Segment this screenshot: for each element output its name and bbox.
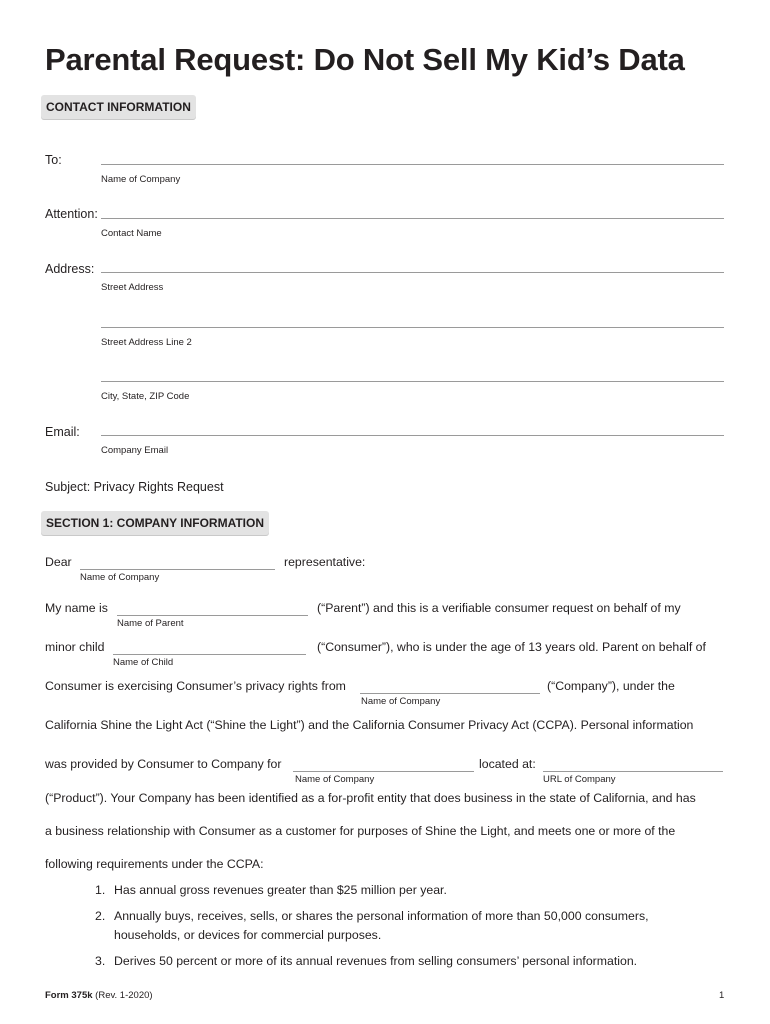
page-title: Parental Request: Do Not Sell My Kid’s Data	[45, 42, 685, 77]
requirement-3-number: 3.	[95, 954, 106, 968]
form-id: Form 375k	[45, 990, 93, 1001]
section1-heading: SECTION 1: COMPANY INFORMATION	[41, 511, 269, 535]
requirement-2-number: 2.	[95, 909, 106, 923]
representative-text: representative:	[284, 555, 366, 569]
paragraph-line-3: following requirements under the CCPA:	[45, 857, 264, 871]
company-name-caption: Name of Company	[101, 174, 181, 185]
requirement-1-text: Has annual gross revenues greater than $25 million per year.	[114, 883, 447, 897]
exercising-company-caption: Name of Company	[361, 696, 441, 707]
requirement-3-text: Derives 50 percent or more of its annual revenues from selling consumers’ personal information.	[114, 954, 638, 968]
street-address-line2-caption: Street Address Line 2	[101, 337, 192, 348]
contact-information-heading: CONTACT INFORMATION	[41, 95, 196, 119]
requirement-2-text: Annually buys, receives, sells, or shares the personal information of more than 50,000 consumers,	[114, 909, 649, 923]
parent-name-caption: Name of Parent	[117, 618, 184, 629]
exercising-text: Consumer is exercising Consumer’s privacy rights from	[45, 679, 346, 693]
contact-name-field[interactable]	[101, 218, 724, 219]
street-address-caption: Street Address	[101, 282, 164, 293]
city-state-zip-field[interactable]	[101, 381, 724, 382]
to-label: To:	[45, 153, 62, 167]
company-text: (“Company”), under the	[547, 679, 675, 693]
product-company-caption: Name of Company	[295, 774, 375, 785]
company-email-caption: Company Email	[101, 445, 169, 456]
parent-text: (“Parent”) and this is a verifiable consumer request on behalf of my	[317, 601, 681, 615]
paragraph-line-1: (“Product”). Your Company has been identified as a for-profit entity that does business in the state of California, and has	[45, 791, 696, 805]
company-email-field[interactable]	[101, 435, 724, 436]
attention-label: Attention:	[45, 207, 98, 221]
product-company-field[interactable]	[293, 771, 474, 772]
provided-text: was provided by Consumer to Company for	[45, 757, 282, 771]
exercising-company-field[interactable]	[360, 693, 540, 694]
url-caption: URL of Company	[543, 774, 616, 785]
page-number: 1	[719, 990, 725, 1001]
child-name-caption: Name of Child	[113, 657, 174, 668]
my-name-is-text: My name is	[45, 601, 108, 615]
street-address-field[interactable]	[101, 272, 724, 273]
company-url-field[interactable]	[543, 771, 723, 772]
form-revision: (Rev. 1-2020)	[95, 990, 153, 1001]
subject-line: Subject: Privacy Rights Request	[45, 480, 224, 494]
form-footer	[45, 990, 153, 1001]
address-label: Address:	[45, 262, 95, 276]
parent-name-field[interactable]	[117, 615, 308, 616]
contact-name-caption: Contact Name	[101, 228, 162, 239]
street-address-line2-field[interactable]	[101, 327, 724, 328]
requirement-1-number: 1.	[95, 883, 106, 897]
email-label: Email:	[45, 425, 80, 439]
located-at-text: located at:	[479, 757, 536, 771]
acts-line: California Shine the Light Act (“Shine the Light”) and the California Consumer Privacy Act (CCPA). Personal information	[45, 718, 694, 732]
requirement-2-text-cont: households, or devices for commercial purposes.	[114, 928, 382, 942]
paragraph-line-2: a business relationship with Consumer as a customer for purposes of Shine the Light, and meets one or more of the	[45, 824, 676, 838]
child-name-field[interactable]	[113, 654, 306, 655]
dear-text: Dear	[45, 555, 72, 569]
minor-child-text: minor child	[45, 640, 105, 654]
consumer-text: (“Consumer”), who is under the age of 13 years old. Parent on behalf of	[317, 640, 706, 654]
dear-company-field[interactable]	[80, 569, 275, 570]
dear-company-caption: Name of Company	[80, 572, 160, 583]
city-state-zip-caption: City, State, ZIP Code	[101, 391, 190, 402]
company-name-field[interactable]	[101, 164, 724, 165]
